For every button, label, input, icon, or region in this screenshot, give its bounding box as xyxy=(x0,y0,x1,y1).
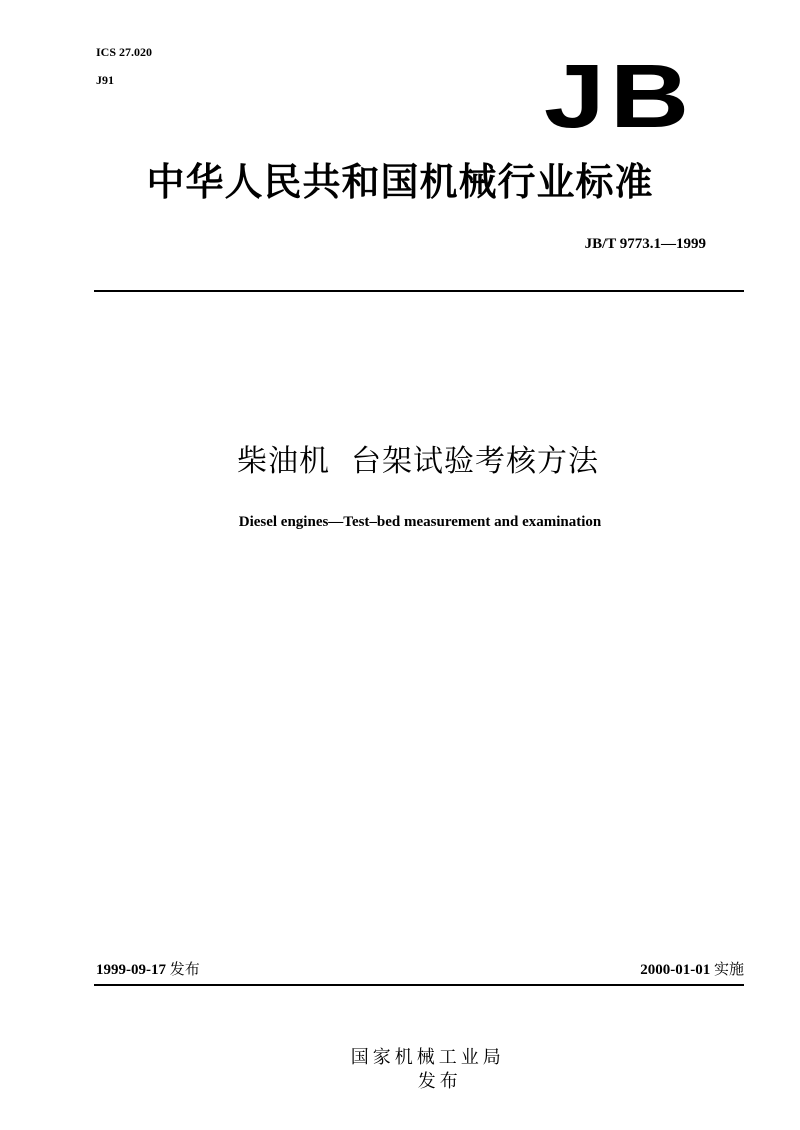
issue-line xyxy=(96,960,200,980)
implement-line xyxy=(640,960,744,980)
issue-date: 1999-09-17 xyxy=(96,962,166,978)
implement-label: 实施 xyxy=(713,962,744,978)
jb-logo: JB xyxy=(543,47,694,147)
bottom-divider xyxy=(94,984,744,986)
standard-title: 中华人民共和国机械行业标准 xyxy=(146,160,654,204)
issuer-action: 发布 xyxy=(417,1071,462,1092)
implement-date: 2000-01-01 xyxy=(640,962,711,978)
issuer-line xyxy=(0,1022,800,1094)
issue-label: 发布 xyxy=(169,962,200,978)
issuer-name: 国家机械工业局 xyxy=(350,1047,505,1068)
classification-code: J91 xyxy=(96,73,114,87)
document-title-zh: 柴油机 台架试验考核方法 xyxy=(236,444,600,479)
document-title-en: Diesel engines—Test–bed measurement and examination xyxy=(238,514,602,530)
standard-number: JB/T 9773.1—1999 xyxy=(584,236,706,252)
ics-code: ICS 27.020 xyxy=(96,45,153,59)
top-divider xyxy=(94,290,744,292)
